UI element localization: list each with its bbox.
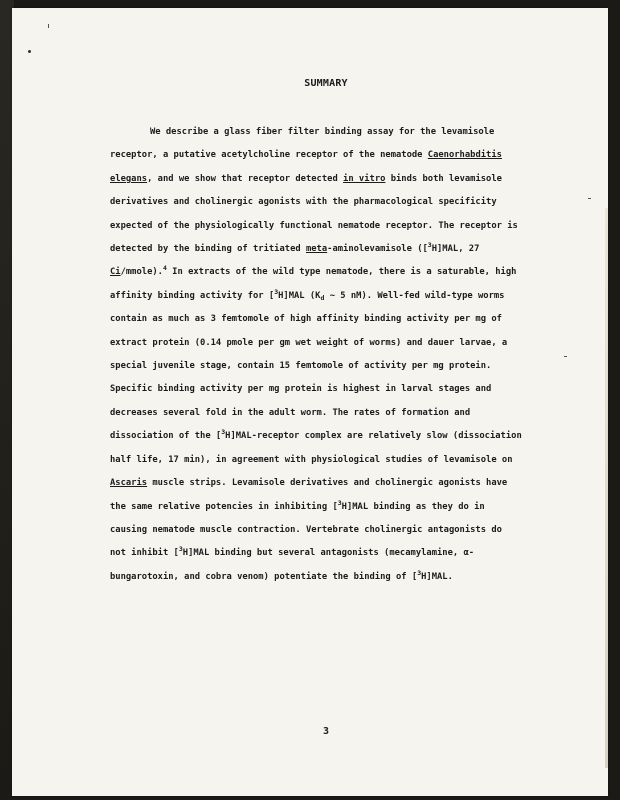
page-edge xyxy=(605,208,608,768)
text-line: Ci/mmole).$^4$ In extracts of the wild type nematode, there is a saturable, high xyxy=(110,264,517,278)
text-line: receptor, a putative acetylcholine receptor of the nematode Caenorhabditis xyxy=(110,150,502,161)
text-line: bungarotoxin, and cobra venom) potentiate the binding of [$^3$H]MAL. xyxy=(110,568,453,582)
stray-mark xyxy=(588,198,591,199)
text-line: detected by the binding of tritiated meta-aminolevamisole ([$^3$H]MAL, 27 xyxy=(110,241,480,255)
text-line: affinity binding activity for [$^3$H]MAL ($K_d$ ~ 5 nM). Well-fed wild-type worms xyxy=(110,287,505,302)
text-line: elegans, and we show that receptor detected in vitro binds both levamisole xyxy=(110,173,502,184)
footnote-ref: 4 xyxy=(162,264,167,273)
emphasis-term: meta xyxy=(305,244,328,255)
text-line: expected of the physiologically functional nematode receptor. The receptor is xyxy=(110,220,518,231)
page-title: SUMMARY xyxy=(304,78,348,89)
summary-paragraph xyxy=(110,121,565,589)
species-name: Caenorhabditis xyxy=(427,150,502,161)
text-line: We describe a glass fiber filter binding assay for the levamisole xyxy=(150,127,495,137)
text-line: half life, 17 min), in agreement with physiological studies of levamisole on xyxy=(110,454,513,465)
text-line: the same relative potencies in inhibiting [$^3$H]MAL binding as they do in xyxy=(110,498,485,512)
text-line: special juvenile stage, contain 15 femtomole of activity per mg protein. xyxy=(110,361,492,372)
document-page xyxy=(12,8,608,796)
stray-mark xyxy=(28,50,31,53)
unit-term: Ci xyxy=(110,267,121,278)
text-line: derivatives and cholinergic agonists with the pharmacological specificity xyxy=(110,197,497,208)
text-line: dissociation of the [$^3$H]MAL-receptor complex are relatively slow (dissociation xyxy=(110,428,522,442)
text-line: decreases several fold in the adult worm. The rates of formation and xyxy=(110,407,471,418)
page-number: 3 xyxy=(322,726,330,737)
species-name: elegans xyxy=(110,173,148,184)
species-name: Ascaris xyxy=(110,478,148,489)
text-line: Ascaris muscle strips. Levamisole derivatives and cholinergic agonists have xyxy=(110,478,508,489)
text-line: extract protein (0.14 pmole per gm wet weight of worms) and dauer larvae, a xyxy=(110,337,508,348)
stray-mark xyxy=(48,24,49,28)
text-line: Specific binding activity per mg protein is highest in larval stages and xyxy=(110,384,492,395)
text-line: causing nematode muscle contraction. Vertebrate cholinergic antagonists do xyxy=(110,524,502,535)
text-line: contain as much as 3 femtomole of high affinity binding activity per mg of xyxy=(110,314,502,325)
text-line: not inhibit [$^3$H]MAL binding but several antagonists (mecamylamine, α- xyxy=(110,545,475,559)
emphasis-term: in vitro xyxy=(343,173,386,184)
